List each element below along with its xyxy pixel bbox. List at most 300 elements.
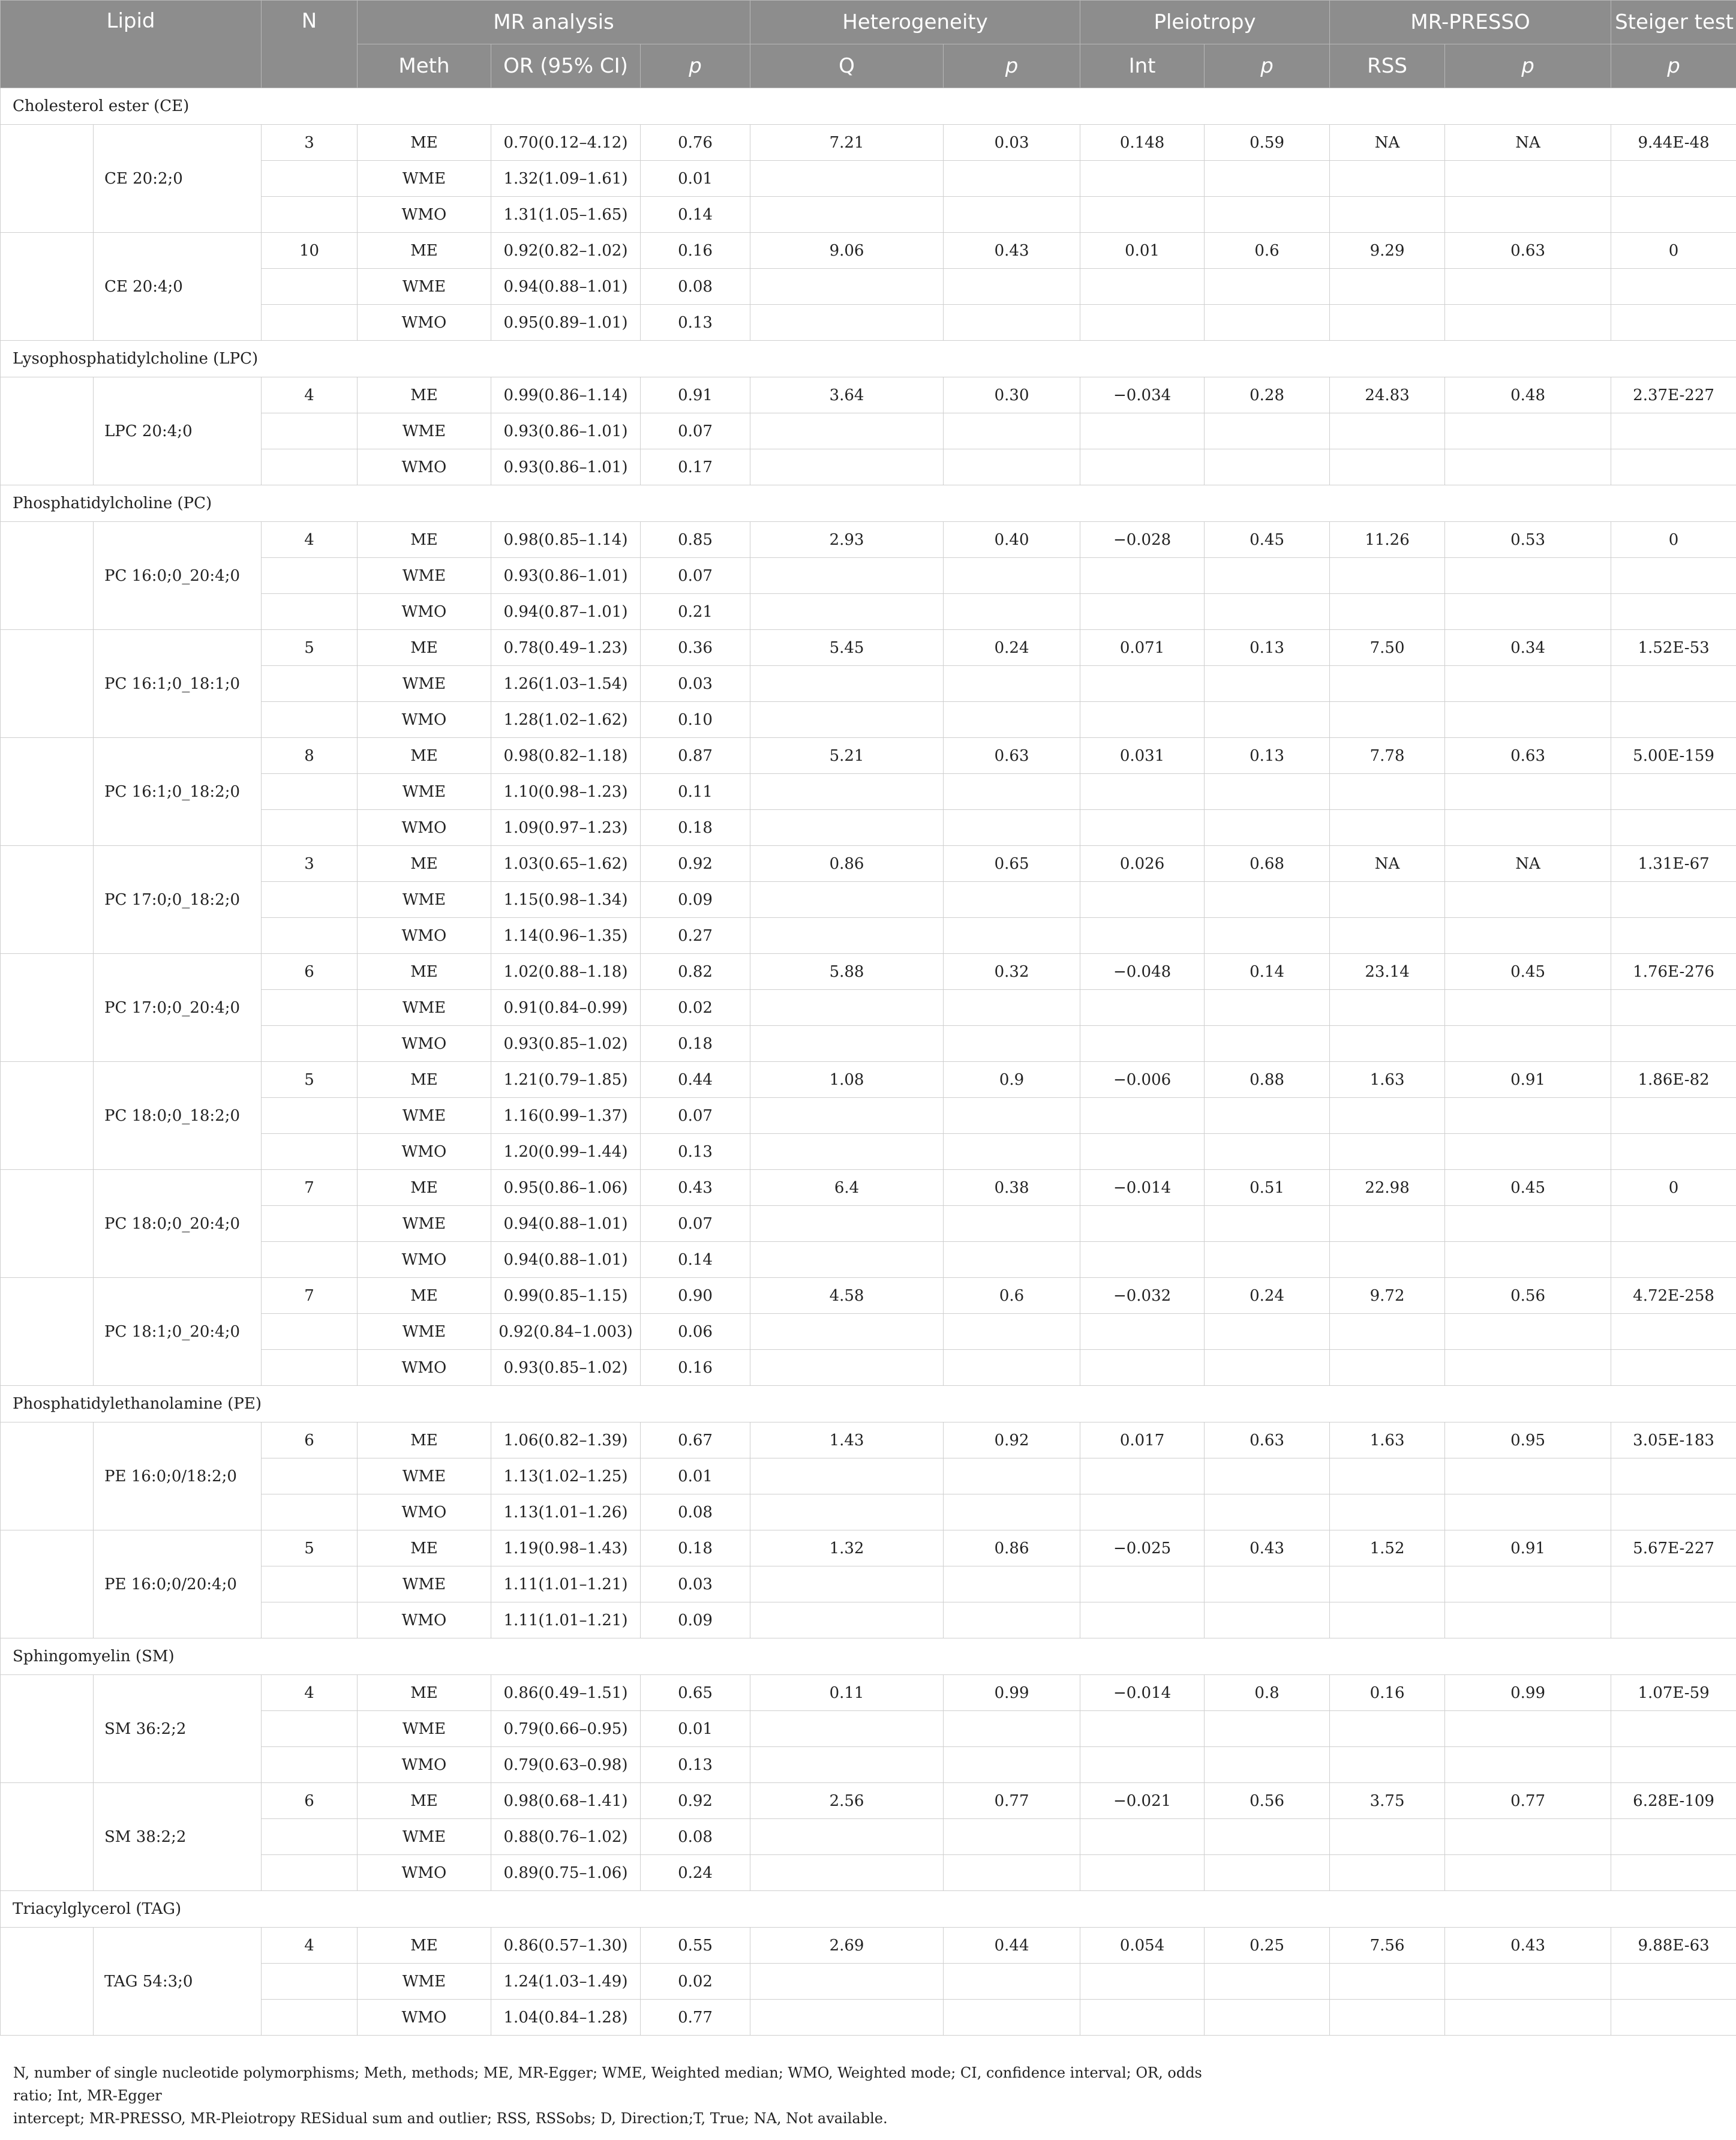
table-row xyxy=(1,1566,1736,1602)
q-cell xyxy=(750,774,944,810)
n-cell: 7 xyxy=(262,1170,358,1206)
rss-cell xyxy=(1330,810,1445,846)
mr-p-cell: 0.16 xyxy=(641,233,750,269)
rss-cell: 9.29 xyxy=(1330,233,1445,269)
pleio-p-cell xyxy=(1205,1026,1330,1062)
rss-cell xyxy=(1330,918,1445,954)
het-p-cell xyxy=(944,918,1080,954)
rss-cell xyxy=(1330,2000,1445,2036)
pleio-p-cell: 0.63 xyxy=(1205,1422,1330,1458)
mr-p-cell: 0.85 xyxy=(641,522,750,558)
table-row xyxy=(1,233,1736,269)
group-title: Cholesterol ester (CE) xyxy=(1,88,1736,125)
indent-cell xyxy=(1,954,94,1062)
int-cell: 0.017 xyxy=(1080,1422,1205,1458)
steiger-p-cell: 1.76E-276 xyxy=(1611,954,1736,990)
method-cell: WMO xyxy=(358,1026,491,1062)
steiger-p-cell xyxy=(1611,702,1736,738)
table-row xyxy=(1,1242,1736,1278)
table-row xyxy=(1,269,1736,305)
rss-cell: 9.72 xyxy=(1330,1278,1445,1314)
or-ci-cell: 0.92(0.82–1.02) xyxy=(491,233,641,269)
het-p-cell xyxy=(944,161,1080,197)
q-cell xyxy=(750,1350,944,1386)
q-cell xyxy=(750,2000,944,2036)
presso-p-cell: 0.43 xyxy=(1445,1928,1611,1964)
pleio-p-cell xyxy=(1205,1819,1330,1855)
or-ci-cell: 0.94(0.88–1.01) xyxy=(491,1242,641,1278)
header-pleio-p: p xyxy=(1205,44,1330,88)
mr-p-cell: 0.36 xyxy=(641,630,750,666)
n-cell: 5 xyxy=(262,1530,358,1566)
rss-cell: 24.83 xyxy=(1330,377,1445,413)
het-p-cell xyxy=(944,1566,1080,1602)
pleio-p-cell xyxy=(1205,558,1330,594)
q-cell: 7.21 xyxy=(750,125,944,161)
pleio-p-cell: 0.13 xyxy=(1205,630,1330,666)
presso-p-cell: 0.99 xyxy=(1445,1675,1611,1711)
presso-p-cell: 0.48 xyxy=(1445,377,1611,413)
method-cell: WMO xyxy=(358,305,491,341)
int-cell xyxy=(1080,882,1205,918)
steiger-p-cell xyxy=(1611,990,1736,1026)
q-cell xyxy=(750,1206,944,1242)
table-row xyxy=(1,1458,1736,1494)
rss-cell xyxy=(1330,702,1445,738)
header-n: N xyxy=(262,1,358,88)
mr-p-cell: 0.11 xyxy=(641,774,750,810)
het-p-cell xyxy=(944,305,1080,341)
steiger-p-cell xyxy=(1611,1855,1736,1891)
het-p-cell: 0.43 xyxy=(944,233,1080,269)
int-cell xyxy=(1080,702,1205,738)
het-p-cell xyxy=(944,1747,1080,1783)
int-cell: 0.054 xyxy=(1080,1928,1205,1964)
pleio-p-cell xyxy=(1205,1134,1330,1170)
or-ci-cell: 0.78(0.49–1.23) xyxy=(491,630,641,666)
q-cell: 1.08 xyxy=(750,1062,944,1098)
lipid-name: CE 20:4;0 xyxy=(94,233,262,341)
pleio-p-cell: 0.8 xyxy=(1205,1675,1330,1711)
table-row xyxy=(1,1747,1736,1783)
het-p-cell xyxy=(944,594,1080,630)
table-row xyxy=(1,954,1736,990)
rss-cell xyxy=(1330,1819,1445,1855)
lipid-name: PC 18:0;0_18:2;0 xyxy=(94,1062,262,1170)
method-cell: WME xyxy=(358,1964,491,2000)
n-cell: 5 xyxy=(262,630,358,666)
method-cell: WMO xyxy=(358,449,491,485)
pleio-p-cell xyxy=(1205,2000,1330,2036)
presso-p-cell: 0.91 xyxy=(1445,1530,1611,1566)
indent-cell xyxy=(1,1675,94,1783)
pleio-p-cell xyxy=(1205,197,1330,233)
pleio-p-cell: 0.88 xyxy=(1205,1062,1330,1098)
pleio-p-cell xyxy=(1205,774,1330,810)
rss-cell xyxy=(1330,558,1445,594)
mr-p-cell: 0.08 xyxy=(641,1819,750,1855)
steiger-p-cell xyxy=(1611,594,1736,630)
rss-cell xyxy=(1330,666,1445,702)
mr-p-cell: 0.77 xyxy=(641,2000,750,2036)
int-cell xyxy=(1080,594,1205,630)
table-row xyxy=(1,666,1736,702)
steiger-p-cell xyxy=(1611,305,1736,341)
presso-p-cell xyxy=(1445,810,1611,846)
rss-cell xyxy=(1330,1350,1445,1386)
n-cell xyxy=(262,269,358,305)
n-cell xyxy=(262,558,358,594)
method-cell: ME xyxy=(358,630,491,666)
presso-p-cell: 0.56 xyxy=(1445,1278,1611,1314)
het-p-cell xyxy=(944,1350,1080,1386)
rss-cell xyxy=(1330,197,1445,233)
steiger-p-cell: 0 xyxy=(1611,233,1736,269)
header-heterogeneity: Heterogeneity xyxy=(750,1,1080,44)
mr-p-cell: 0.10 xyxy=(641,702,750,738)
header-het-p: p xyxy=(944,44,1080,88)
pleio-p-cell: 0.25 xyxy=(1205,1928,1330,1964)
mr-p-cell: 0.13 xyxy=(641,305,750,341)
steiger-p-cell: 0 xyxy=(1611,1170,1736,1206)
method-cell: ME xyxy=(358,846,491,882)
het-p-cell: 0.86 xyxy=(944,1530,1080,1566)
or-ci-cell: 1.15(0.98–1.34) xyxy=(491,882,641,918)
het-p-cell xyxy=(944,1711,1080,1747)
q-cell: 1.43 xyxy=(750,1422,944,1458)
mr-p-cell: 0.18 xyxy=(641,1530,750,1566)
method-cell: WMO xyxy=(358,1494,491,1530)
method-cell: ME xyxy=(358,377,491,413)
table-row xyxy=(1,774,1736,810)
presso-p-cell xyxy=(1445,1964,1611,2000)
q-cell xyxy=(750,161,944,197)
group-row xyxy=(1,1891,1736,1928)
het-p-cell xyxy=(944,1314,1080,1350)
steiger-p-cell xyxy=(1611,269,1736,305)
int-cell xyxy=(1080,1134,1205,1170)
indent-cell xyxy=(1,233,94,341)
het-p-cell xyxy=(944,1458,1080,1494)
presso-p-cell: 0.34 xyxy=(1445,630,1611,666)
q-cell: 5.21 xyxy=(750,738,944,774)
table-row xyxy=(1,702,1736,738)
n-cell: 6 xyxy=(262,954,358,990)
q-cell xyxy=(750,882,944,918)
int-cell xyxy=(1080,197,1205,233)
table-row xyxy=(1,197,1736,233)
method-cell: WME xyxy=(358,269,491,305)
rss-cell xyxy=(1330,1494,1445,1530)
pleio-p-cell xyxy=(1205,1494,1330,1530)
presso-p-cell: 0.91 xyxy=(1445,1062,1611,1098)
int-cell xyxy=(1080,810,1205,846)
or-ci-cell: 0.86(0.49–1.51) xyxy=(491,1675,641,1711)
n-cell xyxy=(262,1242,358,1278)
steiger-p-cell xyxy=(1611,1206,1736,1242)
or-ci-cell: 0.95(0.86–1.06) xyxy=(491,1170,641,1206)
rss-cell: NA xyxy=(1330,846,1445,882)
or-ci-cell: 1.03(0.65–1.62) xyxy=(491,846,641,882)
table-row xyxy=(1,558,1736,594)
n-cell xyxy=(262,1494,358,1530)
presso-p-cell xyxy=(1445,305,1611,341)
q-cell xyxy=(750,1964,944,2000)
steiger-p-cell: 6.28E-109 xyxy=(1611,1783,1736,1819)
group-title: Phosphatidylcholine (PC) xyxy=(1,485,1736,522)
group-row xyxy=(1,1386,1736,1422)
het-p-cell: 0.32 xyxy=(944,954,1080,990)
int-cell xyxy=(1080,1458,1205,1494)
presso-p-cell: 0.63 xyxy=(1445,233,1611,269)
indent-cell xyxy=(1,1422,94,1530)
n-cell xyxy=(262,1711,358,1747)
table-row xyxy=(1,1675,1736,1711)
n-cell: 3 xyxy=(262,846,358,882)
steiger-p-cell: 3.05E-183 xyxy=(1611,1422,1736,1458)
method-cell: WME xyxy=(358,1206,491,1242)
mr-p-cell: 0.21 xyxy=(641,594,750,630)
steiger-p-cell xyxy=(1611,1098,1736,1134)
steiger-p-cell xyxy=(1611,918,1736,954)
steiger-p-cell xyxy=(1611,1602,1736,1638)
or-ci-cell: 0.93(0.86–1.01) xyxy=(491,449,641,485)
mr-p-cell: 0.17 xyxy=(641,449,750,485)
pleio-p-cell xyxy=(1205,1602,1330,1638)
method-cell: ME xyxy=(358,522,491,558)
table-row xyxy=(1,1170,1736,1206)
het-p-cell xyxy=(944,197,1080,233)
method-cell: WMO xyxy=(358,918,491,954)
n-cell xyxy=(262,1134,358,1170)
steiger-p-cell xyxy=(1611,666,1736,702)
method-cell: ME xyxy=(358,1928,491,1964)
steiger-p-cell xyxy=(1611,2000,1736,2036)
table-row xyxy=(1,1928,1736,1964)
n-cell xyxy=(262,413,358,449)
mr-p-cell: 0.03 xyxy=(641,666,750,702)
mr-p-cell: 0.44 xyxy=(641,1062,750,1098)
footnote-line-2: intercept; MR-PRESSO, MR-Pleiotropy RESidual sum and outlier; RSS, RSSobs; D, Direction;T, True; NA, Not available. xyxy=(13,2110,888,2127)
q-cell: 5.45 xyxy=(750,630,944,666)
presso-p-cell xyxy=(1445,449,1611,485)
het-p-cell xyxy=(944,882,1080,918)
method-cell: WMO xyxy=(358,1350,491,1386)
het-p-cell: 0.6 xyxy=(944,1278,1080,1314)
rss-cell xyxy=(1330,1098,1445,1134)
presso-p-cell: NA xyxy=(1445,125,1611,161)
q-cell xyxy=(750,269,944,305)
pleio-p-cell xyxy=(1205,1855,1330,1891)
rss-cell xyxy=(1330,990,1445,1026)
steiger-p-cell: 4.72E-258 xyxy=(1611,1278,1736,1314)
lipid-name: LPC 20:4;0 xyxy=(94,377,262,485)
table-row xyxy=(1,918,1736,954)
q-cell: 2.69 xyxy=(750,1928,944,1964)
table-row xyxy=(1,1494,1736,1530)
n-cell xyxy=(262,1964,358,2000)
steiger-p-cell xyxy=(1611,413,1736,449)
mr-p-cell: 0.02 xyxy=(641,1964,750,2000)
header-int: Int xyxy=(1080,44,1205,88)
pleio-p-cell xyxy=(1205,1964,1330,2000)
group-title: Triacylglycerol (TAG) xyxy=(1,1891,1736,1928)
indent-cell xyxy=(1,1928,94,2036)
n-cell xyxy=(262,1206,358,1242)
header-mr-p: p xyxy=(641,44,750,88)
q-cell: 4.58 xyxy=(750,1278,944,1314)
table-row xyxy=(1,377,1736,413)
q-cell: 6.4 xyxy=(750,1170,944,1206)
pleio-p-cell xyxy=(1205,702,1330,738)
table-row xyxy=(1,1530,1736,1566)
or-ci-cell: 0.98(0.68–1.41) xyxy=(491,1783,641,1819)
presso-p-cell: 0.45 xyxy=(1445,1170,1611,1206)
table-row xyxy=(1,161,1736,197)
table-row xyxy=(1,1026,1736,1062)
rss-cell xyxy=(1330,305,1445,341)
mr-p-cell: 0.90 xyxy=(641,1278,750,1314)
pleio-p-cell: 0.24 xyxy=(1205,1278,1330,1314)
or-ci-cell: 0.94(0.87–1.01) xyxy=(491,594,641,630)
rss-cell xyxy=(1330,413,1445,449)
rss-cell: 22.98 xyxy=(1330,1170,1445,1206)
mr-p-cell: 0.07 xyxy=(641,558,750,594)
or-ci-cell: 1.14(0.96–1.35) xyxy=(491,918,641,954)
method-cell: WME xyxy=(358,161,491,197)
int-cell xyxy=(1080,413,1205,449)
int-cell xyxy=(1080,449,1205,485)
table-row xyxy=(1,2000,1736,2036)
steiger-p-cell xyxy=(1611,161,1736,197)
rss-cell: 7.50 xyxy=(1330,630,1445,666)
mr-p-cell: 0.67 xyxy=(641,1422,750,1458)
n-cell: 8 xyxy=(262,738,358,774)
steiger-p-cell: 0 xyxy=(1611,522,1736,558)
mr-p-cell: 0.07 xyxy=(641,1206,750,1242)
presso-p-cell xyxy=(1445,1602,1611,1638)
table-row xyxy=(1,882,1736,918)
lipid-name: PC 16:1;0_18:1;0 xyxy=(94,630,262,738)
q-cell: 2.56 xyxy=(750,1783,944,1819)
rss-cell xyxy=(1330,1206,1445,1242)
rss-cell: 11.26 xyxy=(1330,522,1445,558)
table-row xyxy=(1,413,1736,449)
rss-cell: 7.56 xyxy=(1330,1928,1445,1964)
q-cell xyxy=(750,918,944,954)
int-cell xyxy=(1080,2000,1205,2036)
q-cell xyxy=(750,197,944,233)
table-row xyxy=(1,594,1736,630)
mr-p-cell: 0.27 xyxy=(641,918,750,954)
presso-p-cell xyxy=(1445,990,1611,1026)
table-header xyxy=(1,1,1736,88)
q-cell xyxy=(750,305,944,341)
pleio-p-cell: 0.43 xyxy=(1205,1530,1330,1566)
mr-p-cell: 0.14 xyxy=(641,1242,750,1278)
rss-cell: 1.63 xyxy=(1330,1422,1445,1458)
pleio-p-cell xyxy=(1205,918,1330,954)
pleio-p-cell xyxy=(1205,1206,1330,1242)
pleio-p-cell: 0.68 xyxy=(1205,846,1330,882)
mr-p-cell: 0.65 xyxy=(641,1675,750,1711)
table-row xyxy=(1,846,1736,882)
int-cell xyxy=(1080,558,1205,594)
rss-cell xyxy=(1330,882,1445,918)
mr-p-cell: 0.92 xyxy=(641,846,750,882)
het-p-cell xyxy=(944,558,1080,594)
method-cell: WME xyxy=(358,1711,491,1747)
n-cell xyxy=(262,1602,358,1638)
n-cell xyxy=(262,1350,358,1386)
presso-p-cell xyxy=(1445,558,1611,594)
method-cell: WMO xyxy=(358,1747,491,1783)
mr-p-cell: 0.06 xyxy=(641,1314,750,1350)
n-cell: 4 xyxy=(262,1928,358,1964)
table-footnote xyxy=(13,2061,1213,2130)
mr-p-cell: 0.01 xyxy=(641,1458,750,1494)
header-row-1 xyxy=(1,1,1736,44)
steiger-p-cell xyxy=(1611,774,1736,810)
rss-cell: 0.16 xyxy=(1330,1675,1445,1711)
steiger-p-cell: 1.31E-67 xyxy=(1611,846,1736,882)
mr-p-cell: 0.91 xyxy=(641,377,750,413)
mr-p-cell: 0.02 xyxy=(641,990,750,1026)
n-cell: 10 xyxy=(262,233,358,269)
het-p-cell: 0.92 xyxy=(944,1422,1080,1458)
q-cell xyxy=(750,1602,944,1638)
steiger-p-cell xyxy=(1611,1242,1736,1278)
het-p-cell: 0.44 xyxy=(944,1928,1080,1964)
indent-cell xyxy=(1,522,94,630)
q-cell xyxy=(750,558,944,594)
steiger-p-cell xyxy=(1611,1566,1736,1602)
int-cell xyxy=(1080,1819,1205,1855)
header-pleiotropy: Pleiotropy xyxy=(1080,1,1330,44)
q-cell: 9.06 xyxy=(750,233,944,269)
int-cell xyxy=(1080,918,1205,954)
n-cell xyxy=(262,774,358,810)
rss-cell xyxy=(1330,1242,1445,1278)
indent-cell xyxy=(1,377,94,485)
pleio-p-cell xyxy=(1205,1747,1330,1783)
presso-p-cell xyxy=(1445,918,1611,954)
or-ci-cell: 1.04(0.84–1.28) xyxy=(491,2000,641,2036)
presso-p-cell: NA xyxy=(1445,846,1611,882)
method-cell: WMO xyxy=(358,810,491,846)
rss-cell: 1.63 xyxy=(1330,1062,1445,1098)
q-cell xyxy=(750,594,944,630)
rss-cell xyxy=(1330,1026,1445,1062)
int-cell xyxy=(1080,1314,1205,1350)
n-cell xyxy=(262,1098,358,1134)
n-cell xyxy=(262,702,358,738)
presso-p-cell xyxy=(1445,702,1611,738)
indent-cell xyxy=(1,846,94,954)
int-cell: −0.048 xyxy=(1080,954,1205,990)
pleio-p-cell xyxy=(1205,810,1330,846)
method-cell: WME xyxy=(358,413,491,449)
mr-p-cell: 0.92 xyxy=(641,1783,750,1819)
indent-cell xyxy=(1,1278,94,1386)
n-cell xyxy=(262,1819,358,1855)
mr-p-cell: 0.01 xyxy=(641,161,750,197)
pleio-p-cell xyxy=(1205,1242,1330,1278)
het-p-cell: 0.30 xyxy=(944,377,1080,413)
or-ci-cell: 1.24(1.03–1.49) xyxy=(491,1964,641,2000)
q-cell xyxy=(750,666,944,702)
n-cell xyxy=(262,1314,358,1350)
